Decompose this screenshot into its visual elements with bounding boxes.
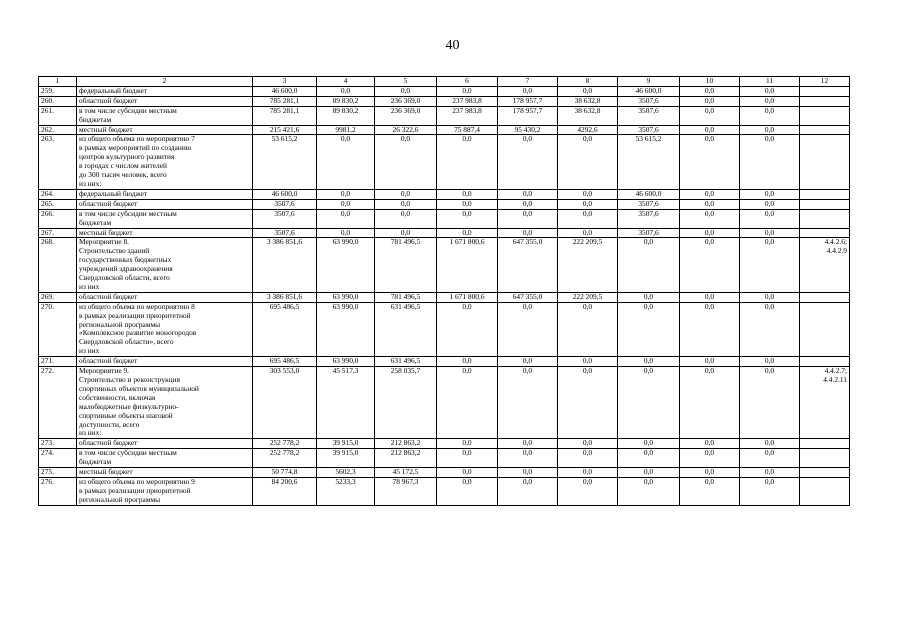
page-number: 40	[445, 38, 460, 53]
row-label: в том числе субсидии местным бюджетам	[77, 449, 253, 468]
amount-cell: 0,0	[498, 209, 558, 228]
table-row	[39, 125, 850, 135]
column-header: 6	[437, 77, 498, 87]
amount-cell: 45 172,5	[375, 468, 437, 478]
amount-cell: 0,0	[498, 468, 558, 478]
amount-cell: 0,0	[740, 228, 800, 238]
amount-cell: 0,0	[375, 189, 437, 199]
amount-cell: 0,0	[680, 357, 740, 367]
row-number: 271.	[39, 357, 77, 367]
amount-cell: 0,0	[740, 468, 800, 478]
table-row	[39, 86, 850, 96]
row-label: областной бюджет	[77, 439, 253, 449]
row-number: 267.	[39, 228, 77, 238]
amount-cell: 647 355,0	[498, 238, 558, 292]
amount-cell: 63 990,0	[317, 292, 375, 302]
table-row	[39, 367, 850, 439]
amount-cell: 0,0	[618, 367, 680, 439]
amount-cell: 0,0	[618, 238, 680, 292]
amount-cell: 45 517,3	[317, 367, 375, 439]
amount-cell: 781 496,5	[375, 238, 437, 292]
amount-cell: 0,0	[558, 86, 618, 96]
amount-cell: 26 322,6	[375, 125, 437, 135]
amount-cell: 0,0	[558, 449, 618, 468]
amount-cell: 0,0	[740, 449, 800, 468]
amount-cell: 222 209,5	[558, 238, 618, 292]
table-row	[39, 135, 850, 189]
amount-cell: 0,0	[498, 439, 558, 449]
row-label: местный бюджет	[77, 228, 253, 238]
amount-cell: 237 983,8	[437, 96, 498, 106]
column-header: 11	[740, 77, 800, 87]
amount-cell: 0,0	[437, 189, 498, 199]
goal-reference	[800, 302, 850, 356]
amount-cell: 0,0	[740, 292, 800, 302]
row-label: федеральный бюджет	[77, 189, 253, 199]
row-number: 276.	[39, 477, 77, 505]
amount-cell: 0,0	[375, 135, 437, 189]
amount-cell: 0,0	[558, 302, 618, 356]
amount-cell: 0,0	[680, 302, 740, 356]
amount-cell: 695 486,5	[253, 302, 317, 356]
amount-cell: 236 369,0	[375, 106, 437, 125]
amount-cell: 0,0	[680, 449, 740, 468]
amount-cell: 0,0	[680, 477, 740, 505]
amount-cell: 647 355,0	[498, 292, 558, 302]
amount-cell: 0,0	[740, 199, 800, 209]
budget-table	[38, 76, 850, 506]
amount-cell: 0,0	[740, 135, 800, 189]
row-number: 266.	[39, 209, 77, 228]
amount-cell: 89 830,2	[317, 96, 375, 106]
row-number: 270.	[39, 302, 77, 356]
row-label: Мероприятие 9. Строительство и реконструкция спортивных объектов муниципальной собственности, включая малобюджетные физкультурно- спортивные объекты шаговой доступности, всего из них:	[77, 367, 253, 439]
amount-cell: 695 486,5	[253, 357, 317, 367]
row-label: областной бюджет	[77, 199, 253, 209]
amount-cell: 3507,6	[618, 125, 680, 135]
goal-reference	[800, 292, 850, 302]
amount-cell: 785 281,1	[253, 106, 317, 125]
amount-cell: 75 887,4	[437, 125, 498, 135]
column-header: 5	[375, 77, 437, 87]
amount-cell: 212 863,2	[375, 439, 437, 449]
amount-cell: 1 671 800,6	[437, 292, 498, 302]
amount-cell: 0,0	[740, 86, 800, 96]
goal-reference	[800, 96, 850, 106]
amount-cell: 0,0	[740, 106, 800, 125]
amount-cell: 0,0	[680, 86, 740, 96]
amount-cell: 212 863,2	[375, 449, 437, 468]
amount-cell: 237 983,8	[437, 106, 498, 125]
table-row	[39, 302, 850, 356]
row-label: областной бюджет	[77, 292, 253, 302]
amount-cell: 0,0	[558, 209, 618, 228]
row-label: местный бюджет	[77, 125, 253, 135]
amount-cell: 0,0	[375, 209, 437, 228]
amount-cell: 0,0	[680, 199, 740, 209]
row-label: федеральный бюджет	[77, 86, 253, 96]
amount-cell: 0,0	[558, 468, 618, 478]
row-number: 274.	[39, 449, 77, 468]
amount-cell: 0,0	[740, 209, 800, 228]
column-header: 8	[558, 77, 618, 87]
amount-cell: 0,0	[558, 367, 618, 439]
amount-cell: 1 671 800,6	[437, 238, 498, 292]
table-row	[39, 439, 850, 449]
amount-cell: 0,0	[317, 189, 375, 199]
amount-cell: 0,0	[375, 86, 437, 96]
amount-cell: 785 281,1	[253, 96, 317, 106]
amount-cell: 0,0	[437, 439, 498, 449]
table-row	[39, 477, 850, 505]
amount-cell: 3507,6	[618, 199, 680, 209]
amount-cell: 0,0	[680, 468, 740, 478]
amount-cell: 0,0	[618, 477, 680, 505]
row-number: 260.	[39, 96, 77, 106]
column-header: 7	[498, 77, 558, 87]
goal-reference	[800, 135, 850, 189]
amount-cell: 0,0	[558, 439, 618, 449]
row-number: 275.	[39, 468, 77, 478]
goal-reference	[800, 228, 850, 238]
amount-cell: 0,0	[437, 468, 498, 478]
goal-reference	[800, 209, 850, 228]
goal-reference	[800, 357, 850, 367]
amount-cell: 0,0	[498, 228, 558, 238]
amount-cell: 0,0	[680, 209, 740, 228]
goal-reference	[800, 477, 850, 505]
amount-cell: 781 496,5	[375, 292, 437, 302]
amount-cell: 3507,6	[618, 228, 680, 238]
amount-cell: 3507,6	[618, 209, 680, 228]
goal-reference: 4.4.2.6; 4.4.2.9	[800, 238, 850, 292]
goal-reference	[800, 125, 850, 135]
amount-cell: 0,0	[437, 357, 498, 367]
row-label: в том числе субсидии местным бюджетам	[77, 209, 253, 228]
row-label: в том числе субсидии местным бюджетам	[77, 106, 253, 125]
table-row	[39, 468, 850, 478]
amount-cell: 50 774,8	[253, 468, 317, 478]
column-header: 2	[77, 77, 253, 87]
table-row	[39, 199, 850, 209]
amount-cell: 236 369,0	[375, 96, 437, 106]
row-number: 269.	[39, 292, 77, 302]
amount-cell: 0,0	[680, 238, 740, 292]
table-row	[39, 238, 850, 292]
amount-cell: 0,0	[558, 199, 618, 209]
row-number: 268.	[39, 238, 77, 292]
amount-cell: 39 915,0	[317, 439, 375, 449]
amount-cell: 0,0	[680, 125, 740, 135]
row-number: 273.	[39, 439, 77, 449]
amount-cell: 95 430,2	[498, 125, 558, 135]
amount-cell: 0,0	[558, 357, 618, 367]
amount-cell: 78 967,3	[375, 477, 437, 505]
amount-cell: 178 957,7	[498, 106, 558, 125]
row-number: 272.	[39, 367, 77, 439]
amount-cell: 0,0	[680, 292, 740, 302]
amount-cell: 0,0	[317, 199, 375, 209]
amount-cell: 631 496,5	[375, 357, 437, 367]
amount-cell: 0,0	[618, 292, 680, 302]
amount-cell: 0,0	[680, 135, 740, 189]
row-number: 264.	[39, 189, 77, 199]
column-header: 3	[253, 77, 317, 87]
table-row	[39, 209, 850, 228]
amount-cell: 3507,6	[253, 199, 317, 209]
amount-cell: 0,0	[437, 209, 498, 228]
amount-cell: 0,0	[740, 189, 800, 199]
amount-cell: 178 957,7	[498, 96, 558, 106]
amount-cell: 0,0	[375, 199, 437, 209]
amount-cell: 0,0	[317, 209, 375, 228]
amount-cell: 0,0	[498, 189, 558, 199]
table-row	[39, 292, 850, 302]
amount-cell: 0,0	[618, 302, 680, 356]
amount-cell: 0,0	[680, 439, 740, 449]
amount-cell: 0,0	[437, 86, 498, 96]
column-header: 9	[618, 77, 680, 87]
amount-cell: 3507,6	[253, 228, 317, 238]
column-header: 1	[39, 77, 77, 87]
amount-cell: 0,0	[680, 367, 740, 439]
table-row	[39, 449, 850, 468]
amount-cell: 53 615,2	[618, 135, 680, 189]
amount-cell: 0,0	[740, 302, 800, 356]
amount-cell: 0,0	[558, 477, 618, 505]
row-label: областной бюджет	[77, 357, 253, 367]
column-header: 10	[680, 77, 740, 87]
amount-cell: 303 553,0	[253, 367, 317, 439]
amount-cell: 0,0	[437, 199, 498, 209]
table-row	[39, 96, 850, 106]
amount-cell: 0,0	[498, 86, 558, 96]
column-header: 4	[317, 77, 375, 87]
row-number: 262.	[39, 125, 77, 135]
amount-cell: 0,0	[740, 125, 800, 135]
amount-cell: 39 915,0	[317, 449, 375, 468]
amount-cell: 38 632,8	[558, 96, 618, 106]
amount-cell: 0,0	[317, 135, 375, 189]
amount-cell: 0,0	[740, 477, 800, 505]
amount-cell: 0,0	[498, 357, 558, 367]
amount-cell: 3507,6	[253, 209, 317, 228]
amount-cell: 0,0	[740, 439, 800, 449]
amount-cell: 46 600,0	[618, 86, 680, 96]
amount-cell: 215 421,6	[253, 125, 317, 135]
amount-cell: 0,0	[618, 468, 680, 478]
amount-cell: 0,0	[317, 86, 375, 96]
amount-cell: 0,0	[437, 135, 498, 189]
amount-cell: 46 600,0	[253, 189, 317, 199]
row-label: из общего объема по мероприятию 8 в рамках реализации приоритетной региональной программы «Комплексное развитие моногородов Свердловской области», всего из них	[77, 302, 253, 356]
table-row	[39, 189, 850, 199]
amount-cell: 84 200,6	[253, 477, 317, 505]
header-row	[39, 77, 850, 87]
amount-cell: 631 496,5	[375, 302, 437, 356]
amount-cell: 0,0	[437, 449, 498, 468]
amount-cell: 0,0	[680, 106, 740, 125]
table-row	[39, 106, 850, 125]
amount-cell: 258 035,7	[375, 367, 437, 439]
amount-cell: 89 830,2	[317, 106, 375, 125]
amount-cell: 63 990,0	[317, 357, 375, 367]
goal-reference	[800, 86, 850, 96]
goal-reference	[800, 449, 850, 468]
amount-cell: 0,0	[498, 367, 558, 439]
amount-cell: 0,0	[740, 96, 800, 106]
amount-cell: 38 632,8	[558, 106, 618, 125]
amount-cell: 63 990,0	[317, 302, 375, 356]
amount-cell: 0,0	[680, 96, 740, 106]
amount-cell: 0,0	[498, 199, 558, 209]
amount-cell: 0,0	[317, 228, 375, 238]
goal-reference	[800, 189, 850, 199]
row-label: областной бюджет	[77, 96, 253, 106]
amount-cell: 0,0	[558, 135, 618, 189]
amount-cell: 46 600,0	[618, 189, 680, 199]
amount-cell: 252 778,2	[253, 439, 317, 449]
row-number: 261.	[39, 106, 77, 125]
amount-cell: 9981,2	[317, 125, 375, 135]
row-number: 265.	[39, 199, 77, 209]
amount-cell: 0,0	[558, 189, 618, 199]
amount-cell: 0,0	[498, 477, 558, 505]
amount-cell: 252 778,2	[253, 449, 317, 468]
amount-cell: 0,0	[498, 302, 558, 356]
amount-cell: 0,0	[375, 228, 437, 238]
amount-cell: 5602,3	[317, 468, 375, 478]
amount-cell: 0,0	[437, 302, 498, 356]
row-label: Мероприятие 8. Строительство зданий государственных бюджетных учреждений здравоохранения Свердловской области, всего из них	[77, 238, 253, 292]
row-number: 259.	[39, 86, 77, 96]
amount-cell: 63 990,0	[317, 238, 375, 292]
amount-cell: 3507,6	[618, 96, 680, 106]
row-label: из общего объема по мероприятию 9 в рамках реализации приоритетной региональной программы	[77, 477, 253, 505]
amount-cell: 4292,6	[558, 125, 618, 135]
goal-reference	[800, 439, 850, 449]
amount-cell: 0,0	[437, 477, 498, 505]
amount-cell: 5233,3	[317, 477, 375, 505]
amount-cell: 0,0	[437, 367, 498, 439]
table-body	[39, 77, 850, 506]
row-number: 263.	[39, 135, 77, 189]
amount-cell: 0,0	[618, 449, 680, 468]
amount-cell: 0,0	[740, 357, 800, 367]
amount-cell: 53 615,2	[253, 135, 317, 189]
row-label: местный бюджет	[77, 468, 253, 478]
column-header: 12	[800, 77, 850, 87]
amount-cell: 0,0	[498, 135, 558, 189]
amount-cell: 3 386 851,6	[253, 238, 317, 292]
amount-cell: 0,0	[740, 367, 800, 439]
amount-cell: 46 600,0	[253, 86, 317, 96]
table-row	[39, 357, 850, 367]
amount-cell: 0,0	[680, 189, 740, 199]
goal-reference: 4.4.2.7; 4.4.2.11	[800, 367, 850, 439]
amount-cell: 0,0	[618, 357, 680, 367]
amount-cell: 0,0	[558, 228, 618, 238]
amount-cell: 3507,6	[618, 106, 680, 125]
amount-cell: 0,0	[680, 228, 740, 238]
amount-cell: 0,0	[740, 238, 800, 292]
amount-cell: 0,0	[437, 228, 498, 238]
amount-cell: 0,0	[498, 449, 558, 468]
amount-cell: 0,0	[618, 439, 680, 449]
goal-reference	[800, 199, 850, 209]
row-label: из общего объема по мероприятию 7 в рамках мероприятий по созданию центров культурного развития в городах с числом жителей до 300 тысяч человек, всего из них:	[77, 135, 253, 189]
amount-cell: 222 209,5	[558, 292, 618, 302]
goal-reference	[800, 468, 850, 478]
table-row	[39, 228, 850, 238]
amount-cell: 3 386 851,6	[253, 292, 317, 302]
goal-reference	[800, 106, 850, 125]
